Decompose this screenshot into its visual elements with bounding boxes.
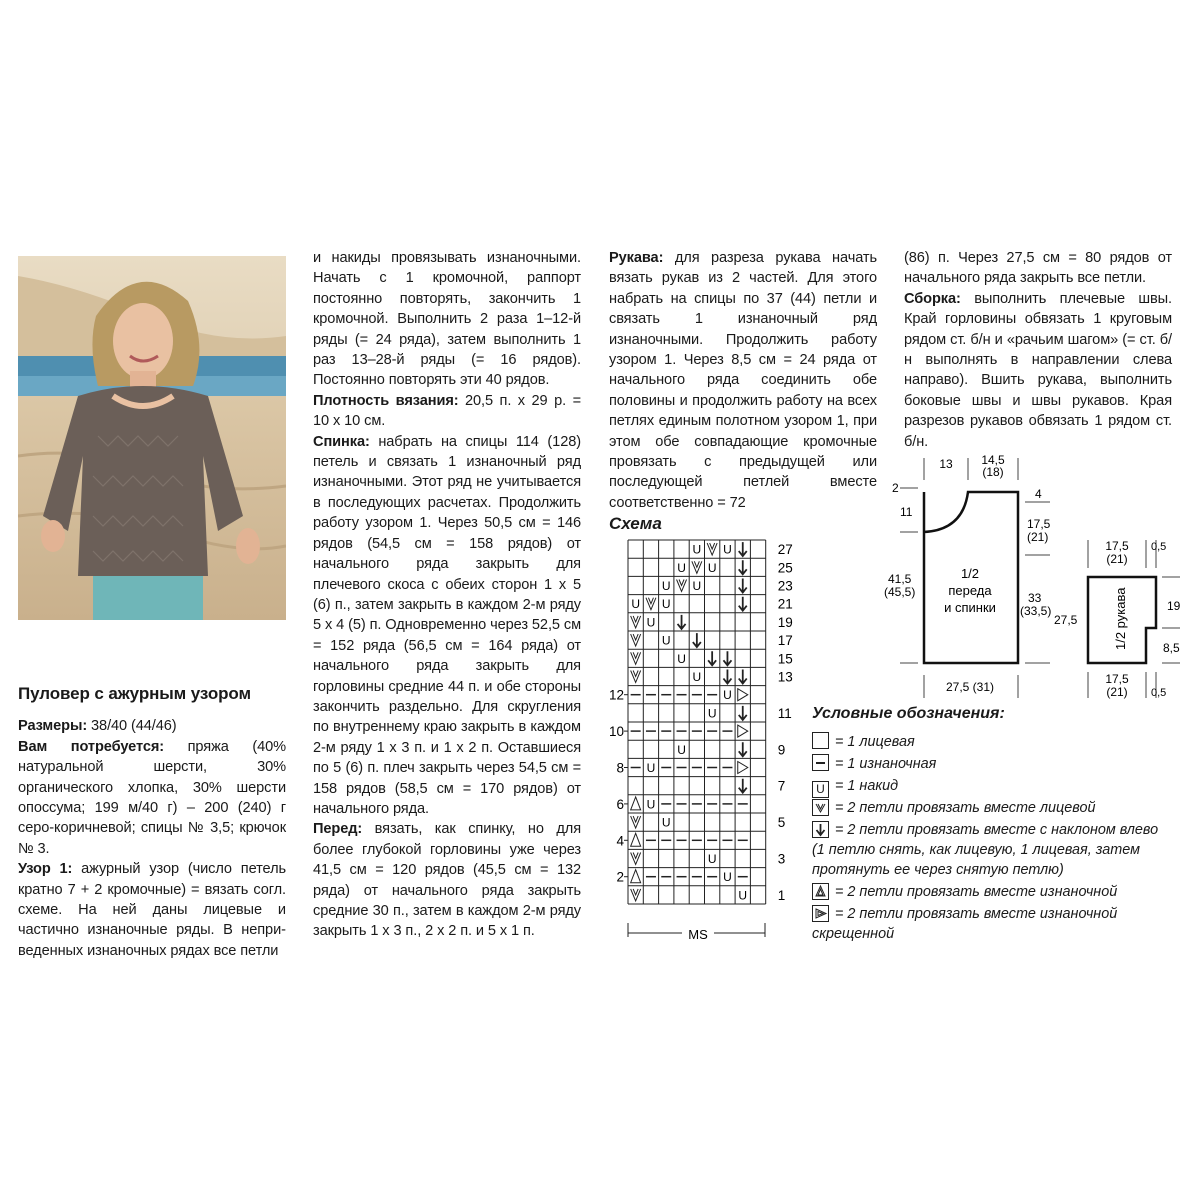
chart-row-number: 5: [777, 815, 786, 831]
sleeve-dim-0-5-bottom: 0,5: [1151, 687, 1167, 699]
pattern1-label: Узор 1:: [18, 861, 73, 878]
chart-stitch-symbol: [707, 543, 717, 555]
legend-item-knit: = 1 лицевая: [812, 732, 915, 752]
chart-stitch-symbol: [739, 542, 747, 556]
column-2: [313, 248, 581, 942]
dim-13: 13: [939, 457, 953, 471]
body-label-1: 1/2: [960, 566, 980, 581]
density-label: Плотность вязания:: [313, 392, 459, 409]
sleeve-dim-17-5-top: 17,5: [1105, 539, 1129, 553]
assembly-label: Сборка:: [904, 290, 961, 307]
dash-square-icon: [812, 754, 829, 771]
chart-stitch-symbol: [739, 579, 747, 593]
pattern-title: Пуловер с ажурным узором: [18, 684, 251, 703]
chart-stitch-symbol: [631, 616, 641, 628]
sleeve-dim-0-5-top: 0,5: [1151, 541, 1167, 553]
model-photo: [18, 256, 286, 620]
chart-stitch-symbol: U: [661, 579, 671, 593]
legend-item-yarn-over: U = 1 накид: [812, 776, 898, 798]
chart-stitch-symbol: U: [646, 797, 656, 812]
column-4: [904, 248, 1172, 452]
legend-note: (1 петлю снять, как лицевую, 1 лицевая, затем протянуть ее через снятую петлю): [812, 842, 1140, 878]
body-label-3: и спинки: [944, 600, 996, 615]
dim-14-5: 14,5: [981, 453, 1005, 467]
p2tog-tbl-icon: [812, 905, 829, 922]
chart-stitch-symbol: U: [661, 815, 671, 830]
chart-row-number: 17: [777, 633, 793, 649]
chart-stitch-symbol: U: [692, 579, 702, 593]
chart-stitch-symbol: [693, 633, 701, 647]
chart-stitch-symbol: [723, 670, 731, 684]
chart-stitch-symbol: U: [677, 651, 686, 666]
chart-row-number: 21: [777, 596, 793, 612]
sleeve-dim-19: 19: [1167, 599, 1181, 613]
column-3: [609, 248, 877, 513]
chart-stitch-symbol: [631, 797, 641, 810]
legend-item-p2tog: = 2 петли провязать вместе изнаночной: [812, 882, 1117, 902]
dim-17-5: 17,5: [1027, 517, 1051, 531]
chart-stitch-symbol: [738, 689, 748, 701]
dim-27-5-bottom: 27,5 (31): [945, 680, 995, 694]
sleeve-continued: (86) п. Через 27,5 см = 80 рядов от начального ряда закрыть все петли.: [904, 250, 1172, 287]
chart-stitch-symbol: U: [646, 761, 656, 775]
chart-row-number: 12: [608, 687, 624, 703]
blank-square-icon: [812, 732, 829, 749]
chart-row-number: 15: [777, 651, 793, 667]
front-label: Перед:: [313, 821, 363, 838]
chart-stitch-symbol: U: [707, 560, 717, 575]
chart-stitch-symbol: U: [677, 560, 686, 575]
chart-stitch-symbol: [739, 706, 747, 720]
sleeve-label: 1/2 рукава: [1113, 587, 1128, 650]
pattern1-value: ажурный узор (число петель кратно 7 + 2 кромочные) = вязать согл. схеме. На ней даны лицевые и частично изнаночные ряды. В неприведенных изнаночных рядах все петли: [18, 861, 286, 959]
density-value: 20,5 п. х 29 р. = 10 х 10 см.: [313, 392, 581, 430]
materials-label: Вам потребуется:: [18, 738, 165, 755]
sleeve-dim-8-5: 8,5: [1163, 641, 1180, 655]
dim-33: 33: [1028, 591, 1042, 605]
chart-stitch-symbol: U: [631, 597, 640, 612]
chart-row-number: 8: [616, 760, 624, 776]
chart-stitch-symbol: U: [723, 870, 732, 885]
chart-stitch-symbol: [631, 870, 641, 883]
materials-value: пряжа (40% натуральной шерсти, 30% органического хлопка, 30% шерсти опоссума; 199 м/40 г) – 200 (240) г серо-коричневой; спицы № 3,5; крючок № 3.: [18, 738, 287, 857]
chart-stitch-symbol: [631, 816, 641, 828]
chart-stitch-symbol: U: [677, 742, 686, 757]
legend-item-p2tog-tbl: = 2 петли провязать вместе изнаночной скрещенной: [812, 906, 1118, 942]
dim-4: 4: [1035, 487, 1042, 501]
chart-stitch-symbol: [739, 742, 747, 756]
chart-stitch-symbol: [631, 853, 641, 865]
chart-stitch-symbol: U: [707, 852, 717, 866]
dim-2: 2: [892, 481, 899, 495]
column-1: [18, 684, 286, 961]
chart-stitch-symbol: [739, 670, 747, 684]
chart-stitch-symbol: U: [723, 542, 732, 557]
sizes-value: 38/40 (44/46): [87, 718, 177, 735]
sleeve-label: Рукава:: [609, 250, 664, 266]
chart-title: Схема: [609, 514, 662, 533]
sizes-label: Размеры:: [18, 718, 88, 735]
chart-stitch-symbol: [739, 597, 747, 611]
chart-stitch-symbol: U: [646, 615, 656, 630]
dim-11: 11: [900, 505, 913, 519]
chart-stitch-symbol: [631, 652, 641, 664]
chart-stitch-symbol: [739, 779, 747, 793]
chart-row-number: 10: [608, 724, 624, 740]
chart-stitch-symbol: [678, 615, 686, 629]
chart-stitch-symbol: [646, 598, 656, 610]
chart-stitch-symbol: U: [723, 688, 732, 703]
chart-row-number: 2: [616, 869, 624, 885]
chart-row-number: 19: [777, 614, 793, 630]
chart-row-number: 3: [777, 851, 786, 867]
chart-stitch-symbol: [738, 725, 748, 737]
chart-right-numbers: [778, 542, 793, 903]
chart-row-number: 13: [777, 669, 793, 685]
legend-title: Условные обозначения:: [812, 705, 1005, 722]
chart-stitch-symbol: [631, 634, 641, 646]
k2tog-icon: [812, 799, 829, 816]
chart-stitch-symbol: U: [707, 706, 717, 721]
chart-stitch-symbol: [738, 762, 748, 774]
sleeve-dim-21-top: (21): [1106, 552, 1128, 566]
chart-stitch-symbol: U: [692, 542, 702, 557]
pattern1-continued: и накиды провязывать изнаночными. Начать с 1 кромочной, раппорт постоянно повторять, закончить 1 кромочной. Выполнить 2 раза 1–12-й ряды (= 24 ряда), затем выполнить 1 раз 13–28-й ряды (= 16 рядов). Постоянно повторять эти 40 рядов.: [313, 250, 581, 389]
sleeve-dim-27-5: 27,5: [1054, 613, 1078, 627]
chart-row-number: 4: [616, 833, 624, 849]
chart-row-number: 7: [777, 778, 786, 794]
chart-row-number: 11: [777, 705, 792, 721]
u-square-icon: U: [812, 781, 829, 798]
chart-stitch-symbol: U: [661, 597, 671, 612]
chart-stitch-symbol: [708, 651, 716, 665]
dim-45-5: (45,5): [884, 585, 916, 599]
sleeve-value: для разреза рукава начать вязать рукав из 2 частей. Для этого набрать на спицы по 37 (44) петли и связать 1 изнаночный ряд изнаночными. Продолжить работу узором 1. Через 8,5 см = 24 ряда от начального ряда соединить обе половины и продолжить работу на всех петлях единым полотном узором 1, при этом обе совпадающие кромочные провязать с предыдущей или последующей петлей вместе соответственно = 72: [609, 250, 877, 511]
legend-item-ssk: = 2 петли провязать вместе с наклоном влево: [812, 820, 1158, 840]
front-value: вязать, как спинку, но для более глубокой горловины уже через 41,5 см = 120 рядов (45,5 см = 132 ряда) от начального ряда закрыть средние 30 п., затем в каждом 2-м ряду закрыть 1 х 3 п., 2 х 2 п. и 5 х 1 п.: [313, 821, 581, 940]
chart-row-number: 23: [777, 578, 793, 594]
chart-row-number: 9: [777, 742, 786, 758]
chart-footer-ms: MS: [688, 927, 708, 942]
dim-21: (21): [1027, 530, 1049, 544]
sleeve-dim-21-bottom: (21): [1106, 685, 1128, 699]
chart-grid: [628, 540, 766, 904]
chart-left-numbers: [609, 688, 628, 885]
dim-41-5: 41,5: [888, 572, 912, 586]
dim-18: (18): [982, 465, 1004, 479]
back-value: набрать на спицы 114 (128) петель и связать 1 изнаночный ряд изнаночными. Этот ряд не учитывается в последующих расчетах. Продолжить работу узором 1. Через 50,5 см = 146 рядов (54,5 см = 158 рядов) от начального ряда закрыть для плечевого скоса с обеих сторон 1 х 5 (6) п., затем закрыть в каждом 2-м ряду 5 х 4 (5) п. Одновременно через 52,5 см = 152 ряда (56,5 см = 164 ряда) от начального ряда закрыть для горловины средние 44 п. и обе стороны закончить раздельно. Для скругления по внутреннему краю закрыть в каждом 2-м ряду 1 х 3 п. и 1 х 2 п. Оставшиеся по 5 (6) п. плеч закрыть через 54,5 см = 158 рядов (58,5 см = 170 рядов) от начального ряда.: [313, 433, 582, 817]
body-label-2: переда: [948, 583, 992, 598]
chart-stitch-symbol: [692, 561, 702, 573]
sleeve-dim-17-5-bottom: 17,5: [1105, 672, 1129, 686]
dim-33-5: (33,5): [1020, 604, 1052, 618]
knitting-chart: [600, 535, 800, 945]
p2tog-icon: [812, 883, 829, 900]
chart-row-number: 27: [777, 542, 793, 558]
chart-row-number: 6: [616, 796, 624, 812]
chart-stitch-symbol: [631, 833, 641, 846]
chart-stitch-symbol: [631, 889, 641, 901]
chart-stitch-symbol: U: [661, 633, 671, 648]
back-label: Спинка:: [313, 433, 370, 450]
legend-item-purl: = 1 изнаночная: [812, 754, 936, 774]
arrow-down-icon: [812, 821, 829, 838]
legend-item-k2tog: = 2 петли провязать вместе лицевой: [812, 798, 1096, 818]
assembly-value: выполнить плечевые швы. Край горловины обвязать 1 круговым рядом ст. б/н и «рачьим шагом» (= ст. б/н выполнять в направлении слева направо). Вшить рукава, выполнить боковые швы и швы рукавов. Края разрезов рукавов обвязать 1 рядом ст. б/н.: [904, 290, 1172, 450]
chart-stitch-symbol: [677, 580, 687, 592]
garment-schematic: [880, 450, 1190, 710]
chart-stitch-symbol: [631, 671, 641, 683]
chart-row-number: 25: [777, 560, 793, 576]
chart-stitch-symbol: [723, 651, 731, 665]
chart-stitch-symbol: [739, 560, 747, 574]
chart-stitch-symbol: U: [738, 888, 748, 903]
chart-row-number: 1: [777, 887, 786, 903]
chart-stitch-symbol: U: [692, 670, 702, 684]
